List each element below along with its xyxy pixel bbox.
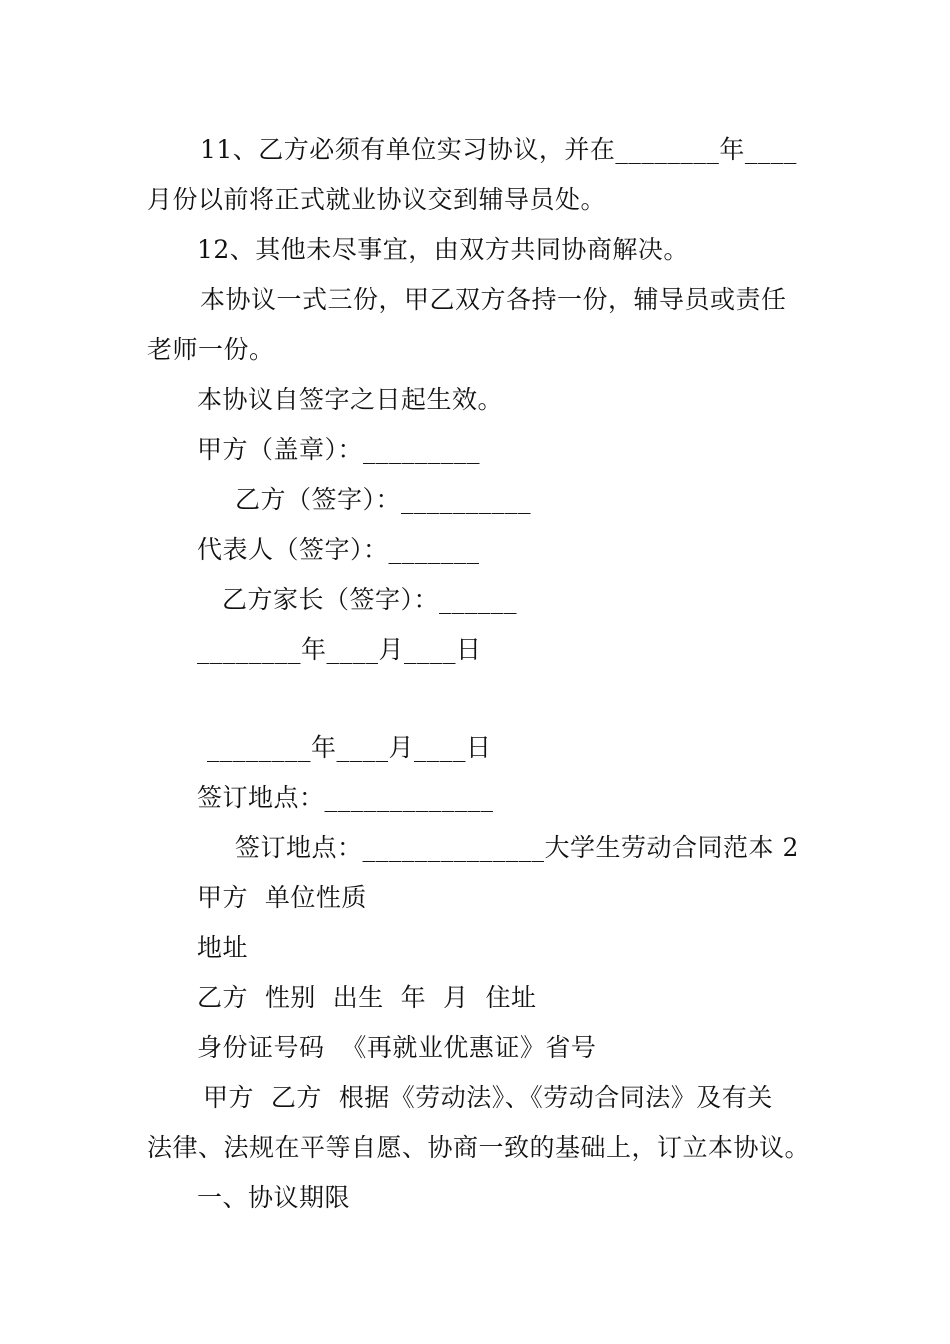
preamble-line-2: 法律、法规在平等自愿、协商一致的基础上，订立本协议。 xyxy=(147,1133,811,1162)
signing-place-field-1: 签订地点：_____________ xyxy=(197,783,494,812)
id-number-line: 身份证号码 《再就业优惠证》省号 xyxy=(197,1033,597,1062)
section-heading-term: 一、协议期限 xyxy=(197,1183,351,1212)
clause-11-line-2: 月份以前将正式就业协议交到辅导员处。 xyxy=(147,185,607,214)
effective-clause: 本协议自签字之日起生效。 xyxy=(197,385,504,414)
signing-place-field-2: 签订地点：______________大学生劳动合同范本 2 xyxy=(235,833,799,862)
party-b-parent-sign-field: 乙方家长（签字）：______ xyxy=(222,585,518,614)
party-a-info: 甲方 单位性质 xyxy=(197,883,367,912)
party-b-sign-field: 乙方（签字）：__________ xyxy=(235,485,532,514)
date-field-1: ________年____月____日 xyxy=(197,635,482,664)
party-a-seal-field: 甲方（盖章）：_________ xyxy=(197,435,481,464)
preamble-line-1: 甲方 乙方 根据《劳动法》、《劳动合同法》及有关 xyxy=(203,1083,773,1112)
party-b-info: 乙方 性别 出生 年 月 住址 xyxy=(197,983,537,1012)
copies-clause-line-1: 本协议一式三份，甲乙双方各持一份，辅导员或责任 xyxy=(200,285,787,314)
clause-12: 12、其他未尽事宜，由双方共同协商解决。 xyxy=(197,235,689,264)
address-label: 地址 xyxy=(197,933,249,962)
date-field-2: ________年____月____日 xyxy=(207,733,492,762)
representative-sign-field: 代表人（签字）：_______ xyxy=(197,535,480,564)
copies-clause-line-2: 老师一份。 xyxy=(147,335,275,364)
clause-11-line-1: 11、乙方必须有单位实习协议，并在________年____ xyxy=(200,135,797,164)
